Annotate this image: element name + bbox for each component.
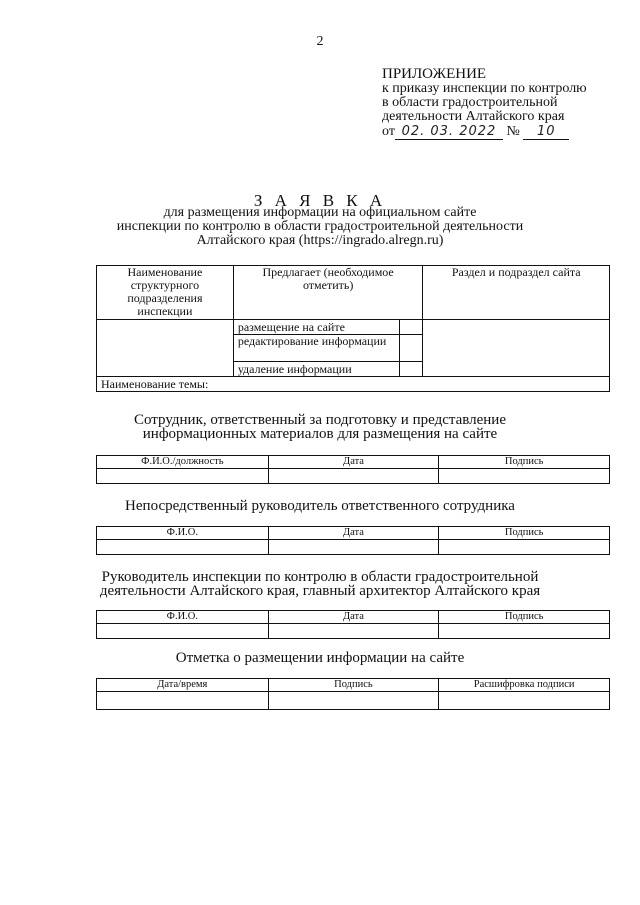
- request-table: [96, 265, 610, 392]
- checkbox-place[interactable]: [399, 320, 423, 335]
- heading-line: деятельности Алтайского края, главный архитектор Алтайского края: [99, 583, 541, 599]
- form-subtitle: [80, 206, 560, 248]
- col-header: Дата: [268, 611, 439, 624]
- fill-cell[interactable]: [439, 540, 610, 555]
- header-unit: Наименование структурного подразделения инспекции: [97, 266, 234, 320]
- fill-cell[interactable]: [268, 469, 439, 484]
- appendix-line: в области градостроительной: [382, 95, 558, 110]
- fill-cell[interactable]: [439, 469, 610, 484]
- fill-cell[interactable]: [97, 540, 269, 555]
- section-heading-responsible: [0, 413, 640, 441]
- heading-line: Непосредственный руководитель ответственного сотрудника: [125, 498, 515, 514]
- col-header: Подпись: [439, 527, 610, 540]
- checkbox-edit[interactable]: [399, 335, 423, 362]
- fill-cell[interactable]: [439, 692, 610, 710]
- fill-cell[interactable]: [97, 692, 269, 710]
- unit-cell[interactable]: [97, 320, 234, 377]
- page-number: 2: [316, 34, 324, 49]
- appendix-date-row: [382, 124, 587, 140]
- col-header: Подпись: [268, 679, 439, 692]
- heading-line: информационных материалов для размещения на сайте: [142, 426, 498, 442]
- col-header: Ф.И.О.: [97, 611, 269, 624]
- col-header: Подпись: [439, 611, 610, 624]
- signature-table-head: [96, 610, 610, 639]
- section-heading-manager: [0, 499, 640, 513]
- signature-table-placement: [96, 678, 610, 710]
- appendix-line: деятельности Алтайского края: [382, 109, 565, 124]
- fill-cell[interactable]: [97, 469, 269, 484]
- section-cell[interactable]: [423, 320, 610, 377]
- col-header: Дата: [268, 456, 439, 469]
- signature-table-responsible: [96, 455, 610, 484]
- section-heading-placement: [0, 651, 640, 665]
- signature-table-manager: [96, 526, 610, 555]
- checkbox-delete[interactable]: [399, 362, 423, 377]
- option-edit: редактирование информации: [233, 335, 399, 362]
- option-delete: удаление информации: [233, 362, 399, 377]
- col-header: Расшифровка подписи: [439, 679, 610, 692]
- section-heading-head: [0, 570, 640, 598]
- col-header: Дата: [268, 527, 439, 540]
- form-title: З А Я В К А: [253, 191, 387, 210]
- fill-cell[interactable]: [268, 540, 439, 555]
- appendix-block: [382, 67, 587, 140]
- col-header: Дата/время: [97, 679, 269, 692]
- appendix-line: к приказу инспекции по контролю: [382, 81, 587, 96]
- date-prefix: от: [382, 124, 395, 139]
- handwritten-number: 10: [523, 124, 569, 140]
- fill-cell[interactable]: [268, 624, 439, 639]
- header-section: Раздел и подраздел сайта: [423, 266, 610, 320]
- topic-row[interactable]: Наименование темы:: [97, 377, 610, 392]
- subtitle-line: для размещения информации на официальном сайте: [163, 205, 477, 220]
- heading-line: Сотрудник, ответственный за подготовку и представление: [134, 412, 506, 428]
- header-proposes: Предлагает (необходимое отметить): [233, 266, 423, 320]
- handwritten-date: 02. 03. 2022: [395, 124, 503, 140]
- heading-line: Отметка о размещении информации на сайте: [175, 650, 465, 666]
- number-prefix: №: [506, 124, 520, 139]
- col-header: Ф.И.О.: [97, 527, 269, 540]
- subtitle-line: Алтайского края (https://ingrado.alregn.ru): [196, 233, 444, 248]
- fill-cell[interactable]: [268, 692, 439, 710]
- col-header: Ф.И.О./должность: [97, 456, 269, 469]
- fill-cell[interactable]: [97, 624, 269, 639]
- appendix-title: ПРИЛОЖЕНИЕ: [382, 66, 487, 82]
- option-place: размещение на сайте: [233, 320, 399, 335]
- fill-cell[interactable]: [439, 624, 610, 639]
- col-header: Подпись: [439, 456, 610, 469]
- subtitle-line: инспекции по контролю в области градостроительной деятельности: [116, 219, 524, 234]
- heading-line: Руководитель инспекции по контролю в области градостроительной: [101, 569, 539, 585]
